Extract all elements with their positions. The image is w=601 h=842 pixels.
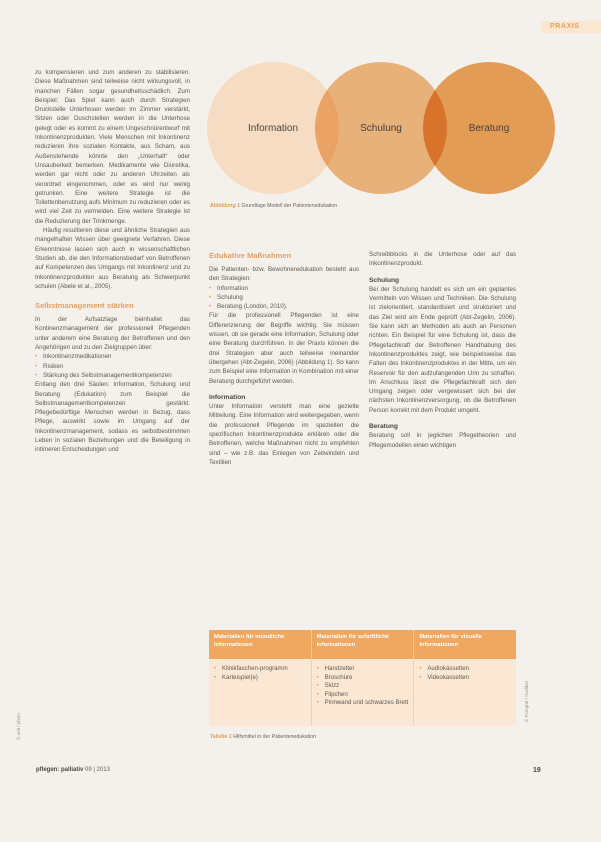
list-item: • Klinikfaschen-programm: [214, 665, 306, 674]
table-column: [414, 659, 516, 726]
figure-caption: [210, 203, 337, 209]
table-header-cell: Materialien für mündliche Informationen: [209, 630, 312, 659]
right-paragraph-2: Bei der Schulung handelt es sich um ein geplantes Vermitteln von Wissen und Techniken. Die Schulung ist zielorientiert, standardisiert und strukturiert und das Ziel wird am Ende geprüft (Abt-Zegelin, 2006). Sie kann sich an Methoden als auch an Personen richten. Ein Beispiel für eine Schulung ist, dass die Pflegefachkraft der Betroffenen Handhabung des Inkontinenzproduktes zeigt, wie beispielsweise das Falten des Inkontinenzproduktes in der Mitte, um ein Reservoir für den aufzufangenden Urin zu schaffen. Im Anschluss lässt die Pflegefachkraft sich den Umgang zeigen oder vergewissert sich bei der nächsten Inkontinenzversorgung, ob die Betroffenen Person korrekt mit dem Produkt umgeht.: [369, 285, 516, 414]
circle-label: Beratung: [468, 122, 510, 134]
middle-paragraph: Für die professionell Pflegenden ist eine Differenzierung der Begriffe wichtig. Sie müssen wissen, ob sie gerade eine Information, Schulung oder eine Beratung durchführen. In der Praxis können die drei Strategien aber auch teilweise ineinander übergehen (Abt-Zegelin, 2006) (Abbildung 1). So kann zum Beispiel eine Information in Kombination mit einer Beratung durchgeführt werden.: [209, 312, 359, 385]
list-item: • Pinnwand und schwarzes Brett: [317, 699, 409, 708]
caption-label: Tabelle 1: [210, 734, 232, 740]
right-paragraph-1: Schreibblocks in die Unterhose oder auf das Inkontinenzprodukt.: [369, 251, 516, 268]
middle-intro: Die Patienten- bzw. Bewohneredukation besteht aus den Strategien:: [209, 266, 359, 283]
table-header-cell: Materialien für visuelle Informationen: [419, 634, 482, 648]
education-venn-diagram: [207, 62, 537, 197]
beratung-heading: Beratung: [369, 423, 398, 431]
circle-label: Information: [247, 122, 299, 134]
middle-paragraph-2: Unter Information versteht man eine gezielte Mitteilung. Eine Information wird weitergegeben, wenn die professionell Pflegende im speziellen die spezifischen Inkontinenzprodukte erklären oder die Betroffenen, welche Maßnahmen nicht zu empfehlen sind – wie z.B. das Einlegen von Zeitwindeln und Textilien: [209, 403, 359, 466]
list-item: • Inkontinenzmedikationen: [35, 352, 190, 361]
left-paragraph-4: Entlang den drei Säulen: Information, Schulung und Beratung (Edukation) zum Beispiel die Selbstmanagementkompetenzen gestärkt. Pflegebedürftige Menschen werden in Bezug, dass Pflege, auswirkt sowie im Umgang auf der Inkontinenzmanagement, sodass es selbstbestimmten Leben in sozialen Beziehungen und die Beteiligung in intimeren Entscheidungen und: [35, 381, 190, 454]
schulung-heading: Schulung: [369, 276, 400, 284]
list-item: • Risiken: [35, 362, 190, 371]
table-column: [312, 659, 415, 726]
materials-table: [209, 630, 516, 726]
list-item: • Beratung (London, 2010).: [209, 302, 359, 311]
caption-text: Grundlage Modell der Patientenedukation: [241, 203, 338, 209]
table-column: [209, 659, 312, 726]
list-item: • Stärkung des Selbstmanagementkompetenzen: [35, 371, 190, 380]
left-paragraph-3: In der Aufsatzlage beinhaltet das Kontinenzmanagement der professionell Pflegenden unter anderem eine Beratung der Betroffenen und den Angehörigen und zu den Zielgruppen über:: [35, 316, 190, 352]
information-heading: Information: [209, 393, 246, 401]
list-item: • Schulung: [209, 293, 359, 302]
middle-column: [209, 250, 359, 467]
circle-label: Schulung: [360, 122, 402, 134]
left-column: [35, 68, 190, 455]
list-item: • Karteispiel(e): [214, 674, 306, 683]
left-paragraph-2: Häufig resultieren diese und ähnliche Strategien aus mangelhaften Wissen über geeignete Verfahren. Diese Erkenntnisse lassen sich auch in wissenschaftlichen Studien ab, die den Informationsbedarf von Betroffenen auf Kompetenzen des Umgangs mit Inkontinenz und zu Inkontinenzprodukten aus Beratung als Schwerpunkt schulen (Abele et al., 2005).: [35, 227, 190, 290]
table-body: [209, 659, 516, 726]
circle-beratung: [423, 62, 555, 194]
left-bullet-list: [35, 352, 190, 380]
list-item: • Information: [209, 284, 359, 293]
photo-credit-right: © Fotograf / Grafiker: [524, 680, 529, 722]
list-item: • Flipchen: [317, 691, 409, 700]
table-caption: [210, 734, 316, 740]
journal-footer: [36, 767, 110, 773]
table-header: [209, 630, 516, 659]
list-item: • Videokassetten: [419, 674, 511, 683]
journal-issue: 09 | 2013: [85, 767, 110, 773]
left-heading: Selbstmanagement stärken: [35, 301, 134, 311]
caption-text: Hilfsmittel in der Patientenedukation: [233, 734, 317, 740]
caption-label: Abbildung 1: [210, 203, 240, 209]
photo-credit-left: © unit / photo: [16, 713, 21, 740]
list-item: • Broschüre: [317, 674, 409, 683]
journal-name: pflegen: palliativ: [36, 767, 84, 773]
list-item: • Handzettel: [317, 665, 409, 674]
page-number: 19: [533, 767, 541, 774]
right-paragraph-3: Beratung soll in jeglichen Pflegetheorien und Pflegemodellen einen wichtigen: [369, 432, 516, 449]
middle-bullet-list: [209, 284, 359, 312]
section-tag: PRAXIS: [541, 21, 601, 33]
table-header-cell: Materialien für schriftliche Informationen: [312, 630, 415, 659]
list-item: • Audiokassetten: [419, 665, 511, 674]
middle-heading: Edukative Maßnahmen: [209, 251, 292, 260]
right-column: [369, 250, 516, 450]
left-paragraph-1: zu kompensieren und zum anderen zu stabilisieren. Diese Maßnahmen sind teilweise nicht wirkungsvoll, in manchen Fällen sogar gesundheitsschädlich. Zum Beispiel: Das Spiel kann auch durch Strategien Druckstelle Unterhosen werden im Zimmer verstärkt, Sitzen oder Duschstellen werden in die Unterhose gelegt oder es kommt zu einem Ungeschnürentwurf mit Inkontinenzprodukten. Viele Menschen mit Inkontinenz reduzieren ihre sozialen Kontakte, aus Scham, aus Außenstehende könnte den „Unterhalt“ oder Unsauberkeit bemerken. Medikamente wie Diuretika, werden gar nicht oder zu anderen Uhrzeiten als verordnet eingenommen, oder es wird nur wenig getrunken. Eine weitere Strategie ist die Toilettenbenutzung aufs Minimum zu reduzieren oder es wird viel Zeit zu vermeiden. Eine weitere Strategie ist die Reduzierung der Trinkmenge.: [35, 69, 190, 225]
list-item: • Skizz: [317, 682, 409, 691]
